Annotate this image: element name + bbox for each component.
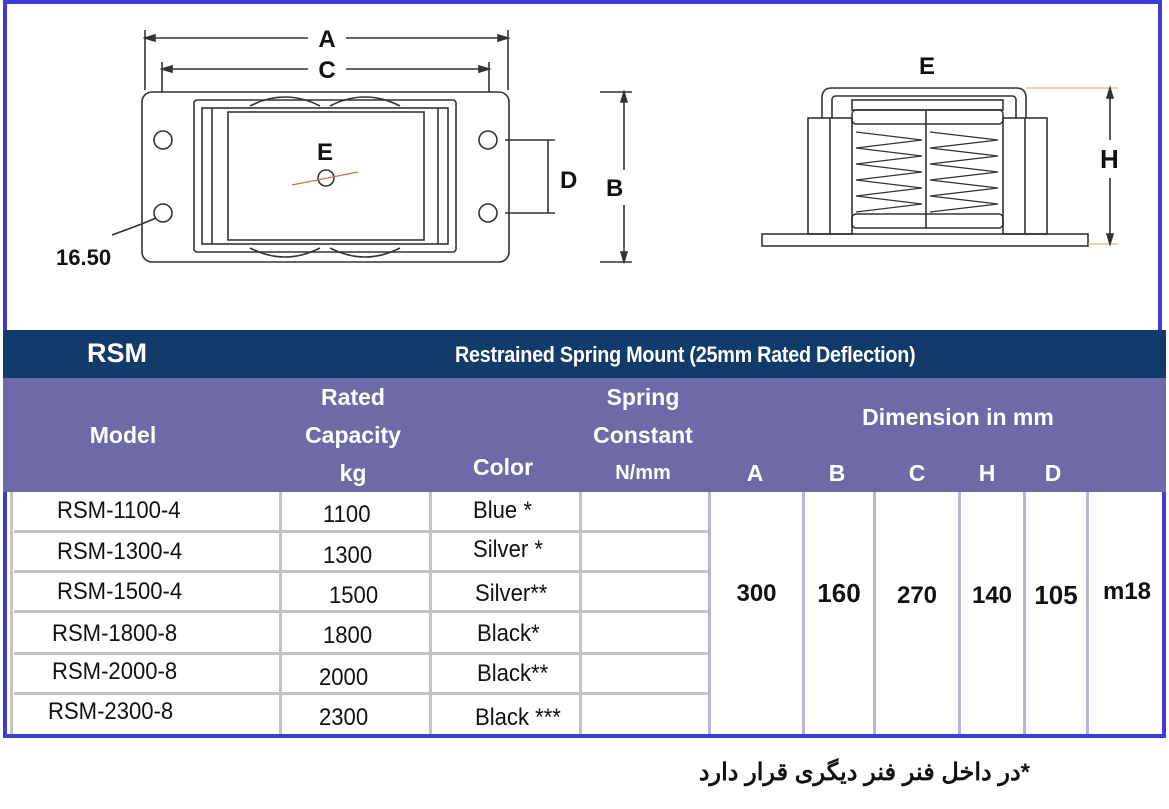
dim-label-b: B [606, 175, 624, 202]
header-dimension: Dimension in mm [862, 404, 1054, 430]
series-title: RSM [87, 338, 147, 368]
dim-label-h: H [1100, 144, 1119, 174]
cell-capacity: 1500 [329, 582, 379, 609]
col-divider [10, 492, 13, 734]
header-spring-line3: N/mm [615, 462, 671, 484]
dim-label-e-side: E [918, 53, 936, 80]
col-divider [1086, 492, 1089, 734]
cell-color: Black** [477, 660, 549, 687]
top-view-drawing [112, 30, 632, 262]
dim-label-c: C [318, 57, 336, 84]
header-dim-a: A [746, 460, 764, 486]
cell-color: Silver** [475, 580, 548, 607]
cell-color: Black* [477, 620, 540, 647]
header-dim-d: D [1044, 460, 1062, 486]
series-description: Restrained Spring Mount (25mm Rated Deflection) [455, 342, 916, 367]
col-divider [873, 492, 876, 734]
side-view-drawing [762, 88, 1118, 246]
cell-model: RSM-1500-4 [57, 578, 183, 605]
row-divider [14, 652, 711, 655]
col-divider [802, 492, 805, 734]
header-color: Color [472, 454, 534, 480]
col-divider [579, 492, 582, 734]
dim-label-a: A [318, 26, 336, 53]
cell-capacity: 2300 [319, 704, 369, 731]
dim-label-d: D [560, 167, 578, 194]
header-capacity-line2: Capacity [305, 422, 401, 448]
cell-color: Blue * [473, 497, 532, 524]
col-divider [1023, 492, 1026, 734]
dim-label-e-top: E [316, 139, 334, 166]
header-spring-line2: Constant [593, 422, 693, 448]
dim-value-b: 160 [817, 578, 861, 608]
header-capacity-line3: kg [339, 460, 367, 486]
title-bar [3, 330, 1166, 378]
cell-model: RSM-2300-8 [48, 698, 174, 725]
header-model: Model [89, 422, 157, 448]
dim-value-e: m18 [1102, 578, 1152, 605]
col-divider [958, 492, 961, 734]
row-divider [14, 610, 711, 613]
cell-model: RSM-1300-4 [57, 538, 183, 565]
row-divider [14, 692, 711, 695]
dim-label-hole: 16.50 [56, 245, 112, 270]
dim-value-c: 270 [896, 582, 938, 609]
cell-color: Silver * [473, 536, 543, 563]
header-spring-line1: Spring [606, 384, 680, 410]
col-divider [708, 492, 711, 734]
dim-value-h: 140 [971, 582, 1013, 609]
data-table [3, 492, 1166, 738]
header-dim-c: C [908, 460, 926, 486]
cell-color: Black *** [475, 704, 561, 731]
cell-capacity: 2000 [319, 664, 369, 691]
dim-value-d: 105 [1034, 580, 1078, 610]
row-divider [14, 530, 711, 533]
header-dim-b: B [828, 460, 846, 486]
technical-drawings [0, 0, 1169, 330]
cell-capacity: 1800 [323, 622, 373, 649]
cell-model: RSM-1800-8 [52, 620, 178, 647]
dim-value-a: 300 [736, 580, 777, 607]
cell-capacity: 1100 [323, 501, 371, 528]
table-header [3, 378, 1166, 492]
col-divider [429, 492, 432, 734]
cell-capacity: 1300 [323, 542, 373, 569]
cell-model: RSM-1100-4 [57, 497, 181, 524]
cell-model: RSM-2000-8 [52, 658, 178, 685]
header-capacity-line1: Rated [321, 384, 385, 410]
col-divider [279, 492, 282, 734]
footnote: *در داخل فنر فنر دیگری قرار دارد [698, 759, 1030, 786]
row-divider [14, 570, 711, 573]
header-dim-h: H [978, 460, 996, 486]
